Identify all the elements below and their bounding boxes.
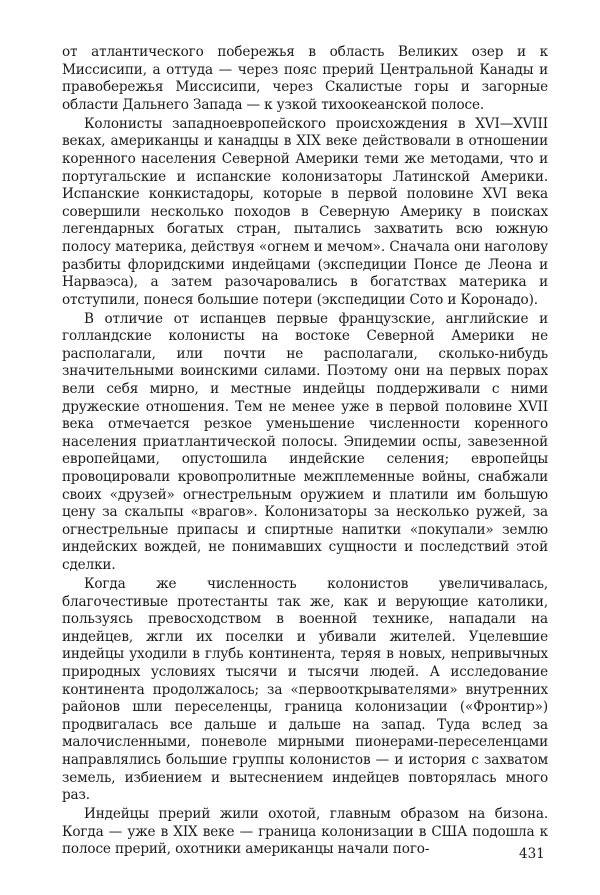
page-number: 431 bbox=[519, 846, 545, 862]
paragraph-prairie-indians: Индейцы прерий жили охотой, главным образом на бизона. Когда — уже в XIX веке — граница колонизации в США подошла к полосе прерий, охотники американцы начали пого- bbox=[62, 806, 548, 858]
paragraph-continuation: от атлантического побережья в область Великих озер и к Миссисипи, а оттуда — через пояс прерий Центральной Канады и правобережья Миссисипи, через Скалистые горы и загорные области Дальнего Запада — к узкой тихоокеанской полосе. bbox=[62, 44, 548, 113]
page-body bbox=[62, 44, 548, 860]
paragraph-unlike-spaniards: В отличие от испанцев первые французские, английские и голландские колонисты на востоке Северной Америки не располагали, или почти не располагали, сколько-нибудь значительными воинскими силами. Поэтому они на первых порах вели себя мирно, и местные индейцы поддерживали с ними дружеские отношения. Тем не менее уже в первой половине XVII века отмечается резкое уменьшение численности коренного населения приатлантической полосы. Эпидемии оспы, завезенной европейцами, опустошила индейские селения; европейцы провоцировали кровопролитные межплеменные войны, снабжали своих «друзей» огнестрельным оружием и платили им большую цену за скальпы «врагов». Колонизаторы за несколько ружей, за огнестрельные припасы и спиртные напитки «покупали» землю индейских вождей, не понимавших сущности и последствий этой сделки. bbox=[62, 310, 548, 573]
paragraph-colonist-numbers: Когда же численность колонистов увеличивалась, благочестивые протестанты так же, как и верующие католики, пользуясь превосходством в военной технике, нападали на индейцев, жгли их поселки и убивали жителей. Уцелевшие индейцы уходили в глубь континента, теряя в новых, непривычных природных условиях тысячи и тысячи людей. А исследование континента продолжалось; за «первооткрывателями» внутренних районов шли переселенцы, граница колонизации («Фронтир») продвигалась все дальше и дальше на запад. Туда вслед за малочисленными, поневоле мирными пионерами-переселенцами направлялись большие группы колонистов — и история с захватом земель, избиением и вытеснением индейцев повторялась много раз. bbox=[62, 575, 548, 804]
paragraph-colonists: Колонисты западноевропейского происхождения в XVI—XVIII веках, американцы и канадцы в XIX веке действовали в отношении коренного населения Северной Америки теми же методами, что и португальские и испанские колонизаторы Латинской Америки. Испанские конкистадоры, которые в первой половине XVI века совершили несколько походов в Северную Америку в поисках легендарных богатых стран, пытались захватить всю южную полосу материка, действуя «огнем и мечом». Сначала они наголову разбиты флоридскими индейцами (экспедиции Понсе де Леона и Нарваэса), а затем разочаровались в богатствах материка и отступили, понеся большие потери (экспедиции Сото и Коронадо). bbox=[62, 115, 548, 308]
